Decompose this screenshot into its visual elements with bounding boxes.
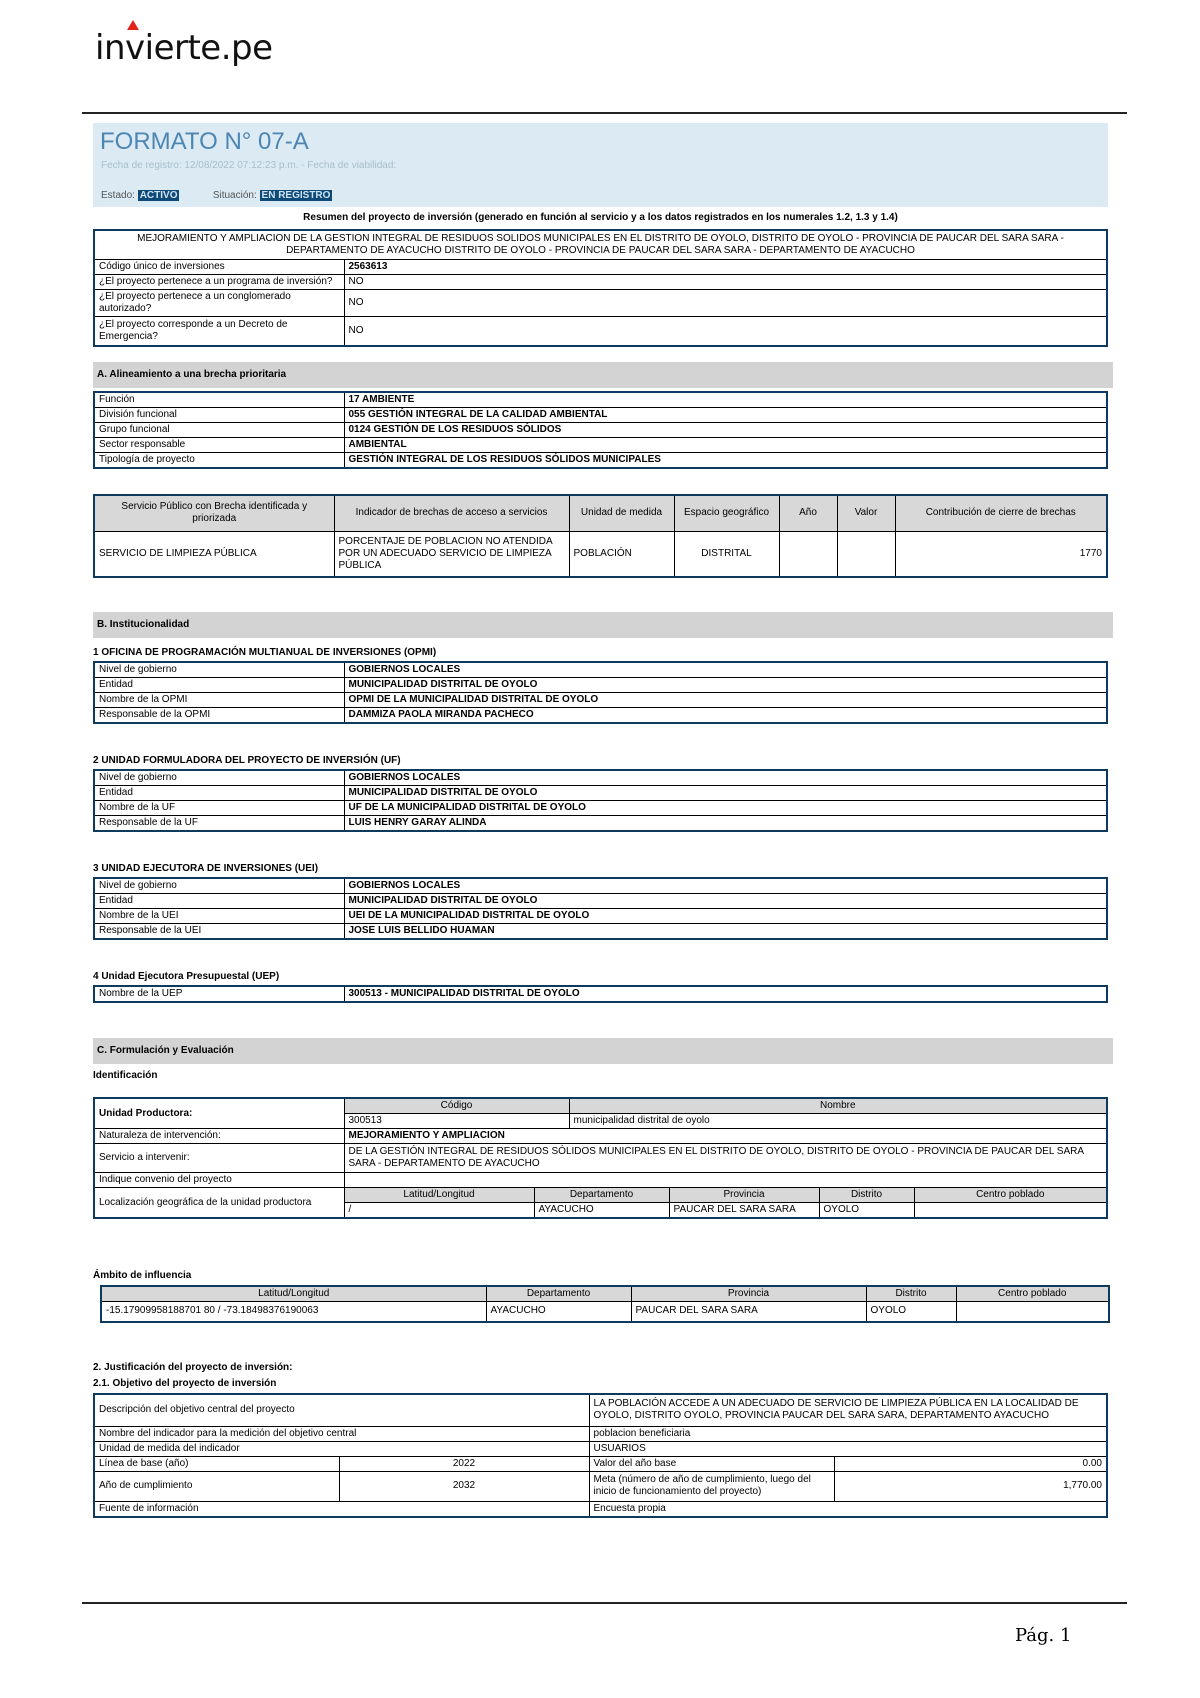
unidad-productora-table: Unidad Productora: Código Nombre 300513 municipalidad distrital de oyolo Naturaleza de intervención: MEJORAMIENTO Y AMPLIACION Servicio a intervenir: DE LA GESTIÓN INTEGRAL DE RESIDUOS SÓLIDOS MUNICIPALES EN EL DISTRITO DE OYOLO, DISTRITO DE OYOLO - PROVINCIA DE PAUCAR DEL SARA SARA - DEPARTAMENTO DE AYACUCHO Indique convenio del proyecto Localización geográfica de la unidad productora Latitud/Longitud Departamento Provincia Distrito Centro poblado / AYACUCHO PAUCAR DEL SARA SARA OYOLO	[93, 1097, 1108, 1219]
section-b-header: B. Institucionalidad	[93, 612, 1113, 638]
top-rule	[82, 112, 1127, 114]
section-c-header: C. Formulación y Evaluación	[93, 1038, 1113, 1064]
brecha-table: Servicio Público con Brecha identificada y priorizada Indicador de brechas de acceso a servicios Unidad de medida Espacio geográfico Año Valor Contribución de cierre de brechas SERVICIO DE LIMPIEZA PÚBLICA PORCENTAJE DE POBLACION NO ATENDIDA POR UN ADECUADO SERVICIO DE LIMPIEZA PÚBLICA POBLACIÓN DISTRITAL 1770	[93, 494, 1108, 578]
justificacion-title: 2. Justificación del proyecto de inversión:	[93, 1362, 293, 1373]
uei-title: 3 UNIDAD EJECUTORA DE INVERSIONES (UEI)	[93, 863, 319, 874]
bottom-rule	[82, 1602, 1127, 1604]
ambito-title: Ámbito de influencia	[93, 1270, 192, 1281]
alignment-table: Función 17 AMBIENTE División funcional 055 GESTIÓN INTEGRAL DE LA CALIDAD AMBIENTAL Grupo funcional 0124 GESTIÓN DE LOS RESIDUOS SÓLIDOS Sector responsable AMBIENTAL Tipología de proyecto GESTIÓN INTEGRAL DE LOS RESIDUOS SÓLIDOS MUNICIPALES	[93, 391, 1108, 469]
section-a-header: A. Alineamiento a una brecha prioritaria	[93, 362, 1113, 388]
status-line: Estado: ACTIVO Situación: EN REGISTRO	[101, 190, 331, 201]
uf-title: 2 UNIDAD FORMULADORA DEL PROYECTO DE INVERSIÓN (UF)	[93, 755, 401, 766]
uep-title: 4 Unidad Ejecutora Presupuestal (UEP)	[93, 971, 280, 982]
invierte-logo: invierte.pe	[95, 28, 273, 68]
table-row: SERVICIO DE LIMPIEZA PÚBLICA PORCENTAJE DE POBLACION NO ATENDIDA POR UN ADECUADO SERVICIO DE LIMPIEZA PÚBLICA POBLACIÓN DISTRITAL 1770	[94, 531, 1107, 577]
project-summary-table: MEJORAMIENTO Y AMPLIACION DE LA GESTION INTEGRAL DE RESIDUOS SOLIDOS MUNICIPALES EN EL DISTRITO DE OYOLO, DISTRITO DE OYOLO - PROVINCIA DE PAUCAR DEL SARA SARA - DEPARTAMENTO DE AYACUCHO DISTRITO DE OYOLO - PROVINCIA DE PAUCAR DEL SARA SARA - DEPARTAMENTO DE AYACUCHO Código único de inversiones 2563613 ¿El proyecto pertenece a un programa de inversión? NO ¿El proyecto pertenece a un conglomerado autorizado? NO ¿El proyecto corresponde a un Decreto de Emergencia? NO	[93, 229, 1108, 347]
ambito-table: Latitud/Longitud Departamento Provincia Distrito Centro poblado -15.17909958188701 80 / -73.18498376190063 AYACUCHO PAUCAR DEL SARA SARA OYOLO	[100, 1285, 1110, 1323]
summary-caption: Resumen del proyecto de inversión (generado en función al servicio y a los datos registrados en los numerales 1.2, 1.3 y 1.4)	[303, 212, 898, 223]
objetivo-table: Descripción del objetivo central del proyecto LA POBLACIÓN ACCEDE A UN ADECUADO DE SERVICIO DE LIMPIEZA PÚBLICA EN LA LOCALIDAD DE OYOLO, DISTRITO OYOLO, PROVINCIA PAUCAR DEL SARA SARA, DEPARTAMENTO AYACUCHO Nombre del indicador para la medición del objetivo central poblacion beneficiaria Unidad de medida del indicador USUARIOS Línea de base (año) 2022 Valor del año base 0.00 Año de cumplimiento 2032 Meta (número de año de cumplimiento, luego del inicio de funcionamiento del proyecto) 1,770.00 Fuente de información Encuesta propia	[93, 1393, 1108, 1518]
identificacion-title: Identificación	[93, 1070, 158, 1081]
situacion-badge: EN REGISTRO	[261, 190, 331, 201]
cui-value: 2563613	[344, 260, 1107, 275]
uf-table: Nivel de gobierno GOBIERNOS LOCALES Entidad MUNICIPALIDAD DISTRITAL DE OYOLO Nombre de la UF UF DE LA MUNICIPALIDAD DISTRITAL DE OYOLO Responsable de la UF LUIS HENRY GARAY ALINDA	[93, 769, 1108, 832]
opmi-table: Nivel de gobierno GOBIERNOS LOCALES Entidad MUNICIPALIDAD DISTRITAL DE OYOLO Nombre de la OPMI OPMI DE LA MUNICIPALIDAD DISTRITAL DE OYOLO Responsable de la OPMI DAMMIZA PAOLA MIRANDA PACHECO	[93, 661, 1108, 724]
unidad-productora-label: Unidad Productora:	[94, 1098, 344, 1129]
logo-mark-icon	[127, 20, 139, 30]
form-dates: Fecha de registro: 12/08/2022 07:12:23 p.m. - Fecha de viabilidad:	[101, 160, 397, 171]
page-number: Pág. 1	[1015, 1625, 1072, 1646]
objetivo-title: 2.1. Objetivo del proyecto de inversión	[93, 1378, 277, 1389]
uei-table: Nivel de gobierno GOBIERNOS LOCALES Entidad MUNICIPALIDAD DISTRITAL DE OYOLO Nombre de la UEI UEI DE LA MUNICIPALIDAD DISTRITAL DE OYOLO Responsable de la UEI JOSE LUIS BELLIDO HUAMAN	[93, 877, 1108, 940]
form-title: FORMATO N° 07-A	[100, 128, 309, 155]
opmi-title: 1 OFICINA DE PROGRAMACIÓN MULTIANUAL DE INVERSIONES (OPMI)	[93, 647, 437, 658]
estado-badge: ACTIVO	[139, 190, 178, 201]
uep-table: Nombre de la UEP 300513 - MUNICIPALIDAD DISTRITAL DE OYOLO	[93, 985, 1108, 1003]
project-name: MEJORAMIENTO Y AMPLIACION DE LA GESTION INTEGRAL DE RESIDUOS SOLIDOS MUNICIPALES EN EL DISTRITO DE OYOLO, DISTRITO DE OYOLO - PROVINCIA DE PAUCAR DEL SARA SARA - DEPARTAMENTO DE AYACUCHO DISTRITO DE OYOLO - PROVINCIA DE PAUCAR DEL SARA SARA - DEPARTAMENTO DE AYACUCHO	[94, 230, 1107, 260]
